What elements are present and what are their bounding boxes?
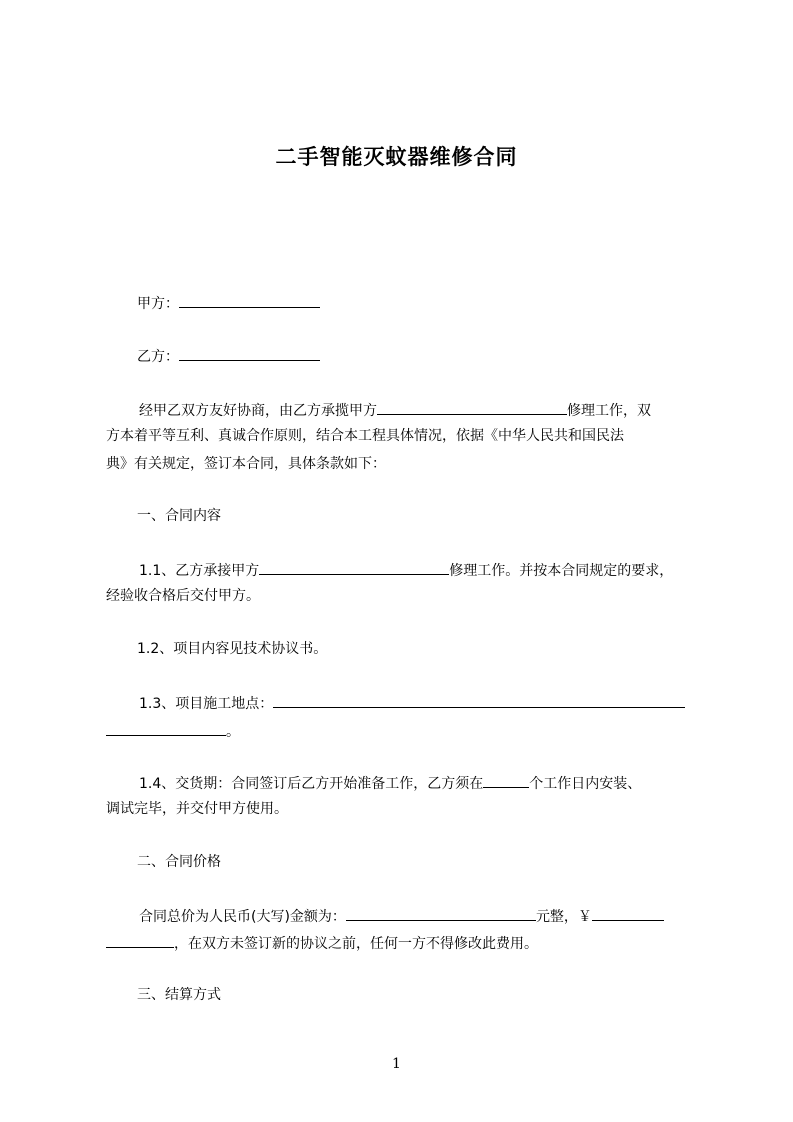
clause-1-4-days-blank [483, 773, 529, 788]
intro-part1: 经甲乙双方友好协商，由乙方承揽甲方 [139, 403, 377, 419]
section3-heading: 三、结算方式 [137, 987, 221, 1003]
clause-1-3-line-2 [106, 721, 240, 741]
clause-1-3-line-1 [139, 693, 685, 713]
price-words-blank [346, 906, 536, 921]
clause-1-1-line-2: 经验收合格后交付甲方。 [106, 588, 260, 604]
price-line-2-text: ，在双方未签订新的协议之前，任何一方不得修改此费用。 [174, 936, 538, 952]
party-a-blank [179, 293, 320, 308]
clause-1-1-blank [259, 560, 449, 575]
party-b-blank [179, 346, 320, 361]
price-line-1 [139, 906, 664, 926]
clause-1-3-address-blank-cont [106, 721, 226, 736]
clause-1-4-line-1 [139, 773, 641, 793]
party-a-label: 甲方： [137, 296, 179, 312]
clause-1-3-end: 。 [226, 724, 240, 740]
section1-heading: 一、合同内容 [137, 508, 221, 524]
price-part1: 合同总价为人民币(大写)金额为： [139, 909, 346, 925]
intro-project-blank [377, 400, 567, 415]
clause-1-4-part1: 1.4、交货期：合同签订后乙方开始准备工作，乙方须在 [139, 776, 484, 792]
party-b-label: 乙方： [137, 349, 179, 365]
clause-1-1-part2: 修理工作。并按本合同规定的要求， [449, 563, 674, 579]
clause-1-3-label: 1.3、项目施工地点： [139, 696, 274, 712]
price-line-2 [106, 933, 538, 953]
intro-part2: 修理工作，双 [567, 403, 651, 419]
price-part2: 元整，￥ [535, 909, 592, 925]
clause-1-3-address-blank [273, 693, 685, 708]
party-b-line [137, 346, 320, 366]
document-title: 二手智能灭蚊器维修合同 [275, 145, 518, 169]
party-a-line [137, 293, 320, 313]
clause-1-4-part2: 个工作日内安装、 [529, 776, 642, 792]
page-number: 1 [392, 1056, 401, 1072]
intro-line-1 [139, 400, 651, 420]
price-amount-blank [592, 906, 664, 921]
clause-1-4-line-2: 调试完毕，并交付甲方使用。 [106, 801, 288, 817]
intro-line-2: 方本着平等互利、真诚合作原则，结合本工程具体情况，依据《中华人民共和国民法 [106, 428, 624, 444]
clause-1-1-part1: 1.1、乙方承接甲方 [139, 563, 260, 579]
clause-1-2: 1.2、项目内容见技术协议书。 [137, 641, 328, 657]
intro-line-3: 典》有关规定，签订本合同，具体条款如下： [106, 456, 386, 472]
clause-1-1-line-1 [139, 560, 673, 580]
section2-heading: 二、合同价格 [137, 854, 221, 870]
price-amount-blank-cont [106, 933, 174, 948]
